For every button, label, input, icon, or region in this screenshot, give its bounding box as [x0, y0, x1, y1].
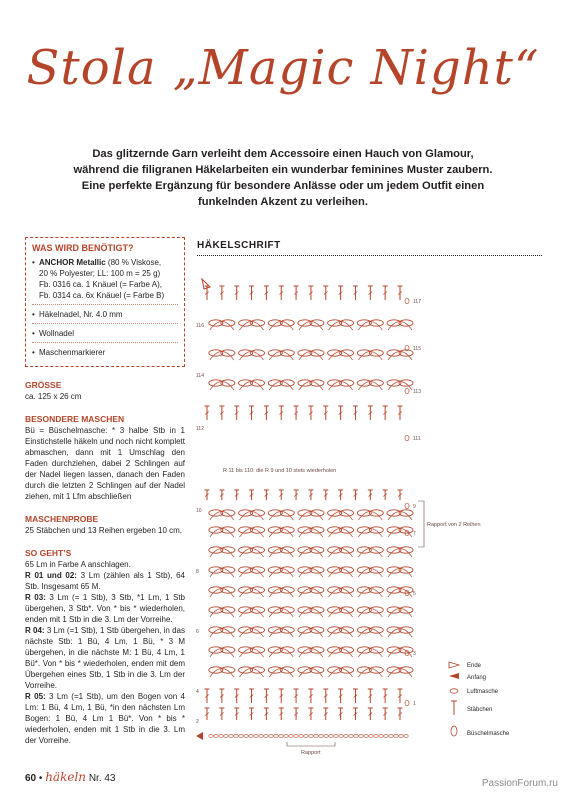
intro-text	[60, 146, 506, 210]
chain-arc	[210, 529, 234, 538]
materials-item: • Wollnadel	[32, 328, 178, 339]
row-label: 113	[413, 389, 421, 395]
chain-arc	[210, 512, 234, 521]
yarn-line: Fb. 0314 ca. 6x Knäuel (= Farbe B)	[39, 291, 165, 300]
legend-end-icon	[449, 662, 459, 668]
chain-stitch	[339, 734, 343, 737]
chain-arc	[388, 669, 412, 678]
chain-stitch	[374, 734, 378, 737]
chain-stitch	[244, 734, 248, 737]
chain-arc	[269, 589, 293, 598]
divider	[32, 342, 178, 343]
chart-heading: HÄKELSCHRIFT	[197, 240, 281, 251]
materials-item: • Häkelnadel, Nr. 4.0 mm	[32, 309, 178, 320]
howto-line: 65 Lm in Farbe A anschlagen.	[25, 560, 131, 569]
howto-line: R 01 und 02: 3 Lm (zählen als 1 Stb), 64 Stb. Insgesamt 65 M.	[25, 571, 185, 591]
chain-arc	[388, 569, 412, 578]
chain-arc	[358, 512, 382, 521]
row-label: 111	[413, 436, 421, 442]
row-label: 7	[413, 531, 416, 537]
chain-arc	[210, 629, 234, 638]
chain-arc	[329, 609, 353, 618]
yarn-line: Fb. 0316 ca. 1 Knäuel (= Farbe A),	[39, 280, 162, 289]
chain-arc	[358, 322, 382, 331]
chain-arc	[299, 669, 323, 678]
start-marker	[196, 732, 203, 740]
chain-arc	[299, 609, 323, 618]
chain-arc	[240, 669, 264, 678]
howto-heading: SO GEHT’S	[25, 548, 72, 558]
chain-arc	[299, 512, 323, 521]
chain-arc	[329, 569, 353, 578]
chain-arc	[299, 629, 323, 638]
footer-bullet: •	[38, 773, 43, 784]
chain-stitch	[319, 734, 323, 737]
chain-arc	[240, 629, 264, 638]
rapport-bracket	[287, 742, 335, 746]
chain-arc	[210, 669, 234, 678]
chain-arc	[210, 569, 234, 578]
row-label: 10	[196, 508, 202, 514]
chain-arc	[269, 669, 293, 678]
row-label: 4	[196, 689, 199, 695]
row-label: 5	[413, 591, 416, 597]
chain-stitch	[364, 734, 368, 737]
chain-arc	[329, 669, 353, 678]
chain-arc	[269, 569, 293, 578]
legend-label: Stäbchen	[467, 707, 493, 713]
chain-arc	[388, 609, 412, 618]
row-label: 2	[196, 719, 199, 725]
row-label: 112	[196, 426, 204, 432]
chain-arc	[269, 382, 293, 391]
turning-chain	[405, 435, 409, 441]
chain-arc	[269, 322, 293, 331]
chain-stitch	[379, 734, 383, 737]
chain-arc	[299, 382, 323, 391]
chain-stitch	[239, 734, 243, 737]
chain-arc	[329, 352, 353, 361]
chain-arc	[358, 649, 382, 658]
chain-stitch	[264, 734, 268, 737]
gauge-heading: MASCHENPROBE	[25, 514, 99, 524]
chain-stitch	[384, 734, 388, 737]
chain-stitch	[334, 734, 338, 737]
chain-arc	[210, 589, 234, 598]
row-label: 8	[196, 569, 199, 575]
row-label: 9	[413, 504, 416, 510]
chain-stitch	[294, 734, 298, 737]
chain-stitch	[254, 734, 258, 737]
rapport-rows-label: Rapport von 2 Reihen	[427, 522, 481, 528]
row-label: 1	[413, 701, 416, 707]
chain-arc	[329, 649, 353, 658]
issue-number: Nr. 43	[88, 773, 116, 784]
special-heading: BESONDERE MASCHEN	[25, 414, 125, 424]
chain-arc	[299, 322, 323, 331]
chain-arc	[240, 512, 264, 521]
row-label: 114	[196, 373, 204, 379]
special-text: Bü = Büschelmasche: * 3 halbe Stb in 1 Einstichstelle häkeln und noch nicht komplett abmaschen, dann mit 1 Umschlag den Faden durchziehen, dabei 2 Schlingen auf der Nadel liegen lassen, danach den Faden durch die letzten 2 Schlingen auf der Nadel ziehen, mit 1 Lfm abschließen	[25, 426, 185, 501]
howto-line: R 04: 3 Lm (=1 Stb), 1 Stb übergehen, in das nächste Stb: 1 Bü, 4 Lm, 1 Bü, * 3 M übergehen, in die nächste M: 1 Bü, 4 Lm, 1 Bü*. Von * bis * wiederholen, enden mit dem Übergehen eines Stb, 1 Stb in die 3. Lm der Vorreihe.	[25, 626, 185, 690]
legend-label: Anfang	[467, 675, 487, 681]
chain-arc	[240, 609, 264, 618]
chain-arc	[299, 549, 323, 558]
chain-stitch	[279, 734, 283, 737]
chain-arc	[388, 352, 412, 361]
chain-arc	[388, 549, 412, 558]
howto-line: R 03: 3 Lm (= 1 Stb), 3 Stb, *1 Lm, 1 Stb übergehen, 3 Stb*. Von * bis * wiederholen, enden mit 1 Stb in die 3. Lm der Vorreihe.	[25, 593, 185, 624]
materials-item-yarn	[32, 257, 178, 301]
chain-arc	[240, 649, 264, 658]
materials-item: • Maschenmarkierer	[32, 347, 178, 358]
special-stitches-section	[25, 414, 185, 502]
chain-arc	[299, 649, 323, 658]
rapport-label: Rapport	[301, 750, 321, 756]
chain-arc	[358, 569, 382, 578]
chain-arc	[210, 649, 234, 658]
intro-line: Das glitzernde Garn verleiht dem Accessoire einen Hauch von Glamour,	[92, 148, 474, 160]
chain-arc	[210, 382, 234, 391]
chain-arc	[358, 549, 382, 558]
chain-arc	[269, 609, 293, 618]
divider	[32, 304, 178, 305]
gauge-section	[25, 514, 185, 536]
intro-line: Eine perfekte Ergänzung für besondere Anlässe oder um jedem Outfit einen	[81, 180, 485, 192]
chain-stitch	[324, 734, 328, 737]
chain-arc	[329, 512, 353, 521]
row-label: 115	[413, 346, 421, 352]
turning-chain	[405, 298, 409, 304]
chain-stitch	[369, 734, 373, 737]
chain-arc	[210, 322, 234, 331]
gauge-text: 25 Stäbchen und 13 Reihen ergeben 10 cm.	[25, 526, 183, 535]
chain-arc	[240, 549, 264, 558]
chain-stitch	[214, 734, 218, 737]
row-label: 116	[196, 323, 204, 329]
turning-chain	[405, 388, 409, 394]
row-label: 6	[196, 629, 199, 635]
divider	[32, 323, 178, 324]
chain-stitch	[289, 734, 293, 737]
chain-arc	[210, 609, 234, 618]
chain-stitch	[354, 734, 358, 737]
howto-section	[25, 548, 185, 746]
chain-arc	[358, 352, 382, 361]
chain-stitch	[349, 734, 353, 737]
divider	[197, 255, 542, 256]
chain-stitch	[314, 734, 318, 737]
chain-stitch	[304, 734, 308, 737]
chain-stitch	[229, 734, 233, 737]
chain-stitch	[309, 734, 313, 737]
yarn-line: 20 % Polyester; LL: 100 m = 25 g)	[39, 269, 161, 278]
howto-line: R 05: 3 Lm (=1 Stb), um den Bogen von 4 Lm: 1 Bü, 4 Lm, 1 Bü, *in den nächsten Lm Bogen: 1 Bü, 4 Lm 1 Bü*. Von * bis * wiederholen, enden mit 1 Stb in die 3. Lm der Vorreihe.	[25, 692, 185, 745]
watermark: PassionForum.ru	[481, 778, 558, 789]
chain-arc	[299, 569, 323, 578]
repeat-note: R 11 bis 110: die R 9 und 10 stets wiederholen	[223, 468, 337, 474]
row-label: 117	[413, 299, 421, 305]
size-section	[25, 380, 185, 402]
intro-line: funkelnden Akzent zu verleihen.	[198, 196, 368, 208]
chain-arc	[240, 352, 264, 361]
chain-arc	[358, 382, 382, 391]
chain-arc	[388, 322, 412, 331]
chain-stitch	[259, 734, 263, 737]
legend-label: Ende	[467, 663, 482, 669]
chain-stitch	[399, 734, 403, 737]
materials-box	[25, 237, 185, 367]
rapport-bracket	[418, 501, 424, 547]
chain-stitch	[344, 734, 348, 737]
chain-stitch	[234, 734, 238, 737]
legend-chain-icon	[450, 689, 458, 693]
chain-arc	[299, 352, 323, 361]
chain-arc	[240, 382, 264, 391]
legend-start-icon	[449, 673, 459, 679]
magazine-name: häkeln	[45, 770, 87, 784]
chain-arc	[358, 529, 382, 538]
chain-arc	[240, 322, 264, 331]
chain-stitch	[249, 734, 253, 737]
chain-arc	[388, 629, 412, 638]
chain-stitch	[224, 734, 228, 737]
chain-stitch	[359, 734, 363, 737]
page-number: 60	[25, 773, 37, 784]
size-heading: GRÖSSE	[25, 380, 62, 390]
intro-line: während die filigranen Häkelarbeiten ein wunderbar feminines Muster zaubern.	[73, 164, 493, 176]
chain-stitch	[274, 734, 278, 737]
legend-cluster-icon	[451, 726, 457, 736]
chain-arc	[240, 569, 264, 578]
chain-arc	[269, 629, 293, 638]
chain-arc	[269, 529, 293, 538]
yarn-name: ANCHOR Metallic	[39, 258, 106, 267]
chain-arc	[210, 549, 234, 558]
chain-arc	[329, 529, 353, 538]
chain-stitch	[404, 734, 408, 737]
end-marker	[202, 279, 210, 289]
footer	[25, 770, 116, 784]
turning-chain	[405, 700, 409, 706]
row-label: 3	[413, 651, 416, 657]
legend-label: Luftmasche	[467, 689, 499, 695]
legend-label: Büschelmasche	[467, 731, 510, 737]
chain-arc	[269, 352, 293, 361]
chain-arc	[299, 589, 323, 598]
chain-stitch	[284, 734, 288, 737]
chain-arc	[358, 589, 382, 598]
chain-arc	[240, 529, 264, 538]
chain-arc	[240, 589, 264, 598]
chain-arc	[329, 382, 353, 391]
chain-arc	[358, 629, 382, 638]
chain-arc	[329, 589, 353, 598]
chain-stitch	[209, 734, 213, 737]
chain-arc	[299, 529, 323, 538]
chain-arc	[358, 609, 382, 618]
chain-arc	[329, 322, 353, 331]
chain-stitch	[299, 734, 303, 737]
chain-stitch	[329, 734, 333, 737]
chain-arc	[329, 629, 353, 638]
crochet-chart	[195, 265, 550, 757]
chain-arc	[210, 352, 234, 361]
chain-arc	[388, 512, 412, 521]
chain-stitch	[389, 734, 393, 737]
chain-arc	[269, 649, 293, 658]
page-title: Stola „Magic Night“	[26, 40, 540, 96]
chain-stitch	[269, 734, 273, 737]
size-text: ca. 125 x 26 cm	[25, 392, 82, 401]
materials-heading: WAS WIRD BENÖTIGT?	[32, 243, 134, 253]
turning-chain	[405, 503, 409, 509]
yarn-line: (80 % Viskose,	[107, 258, 162, 267]
chain-arc	[329, 549, 353, 558]
chain-stitch	[394, 734, 398, 737]
chain-arc	[358, 669, 382, 678]
chain-stitch	[219, 734, 223, 737]
chain-arc	[269, 512, 293, 521]
chain-arc	[269, 549, 293, 558]
